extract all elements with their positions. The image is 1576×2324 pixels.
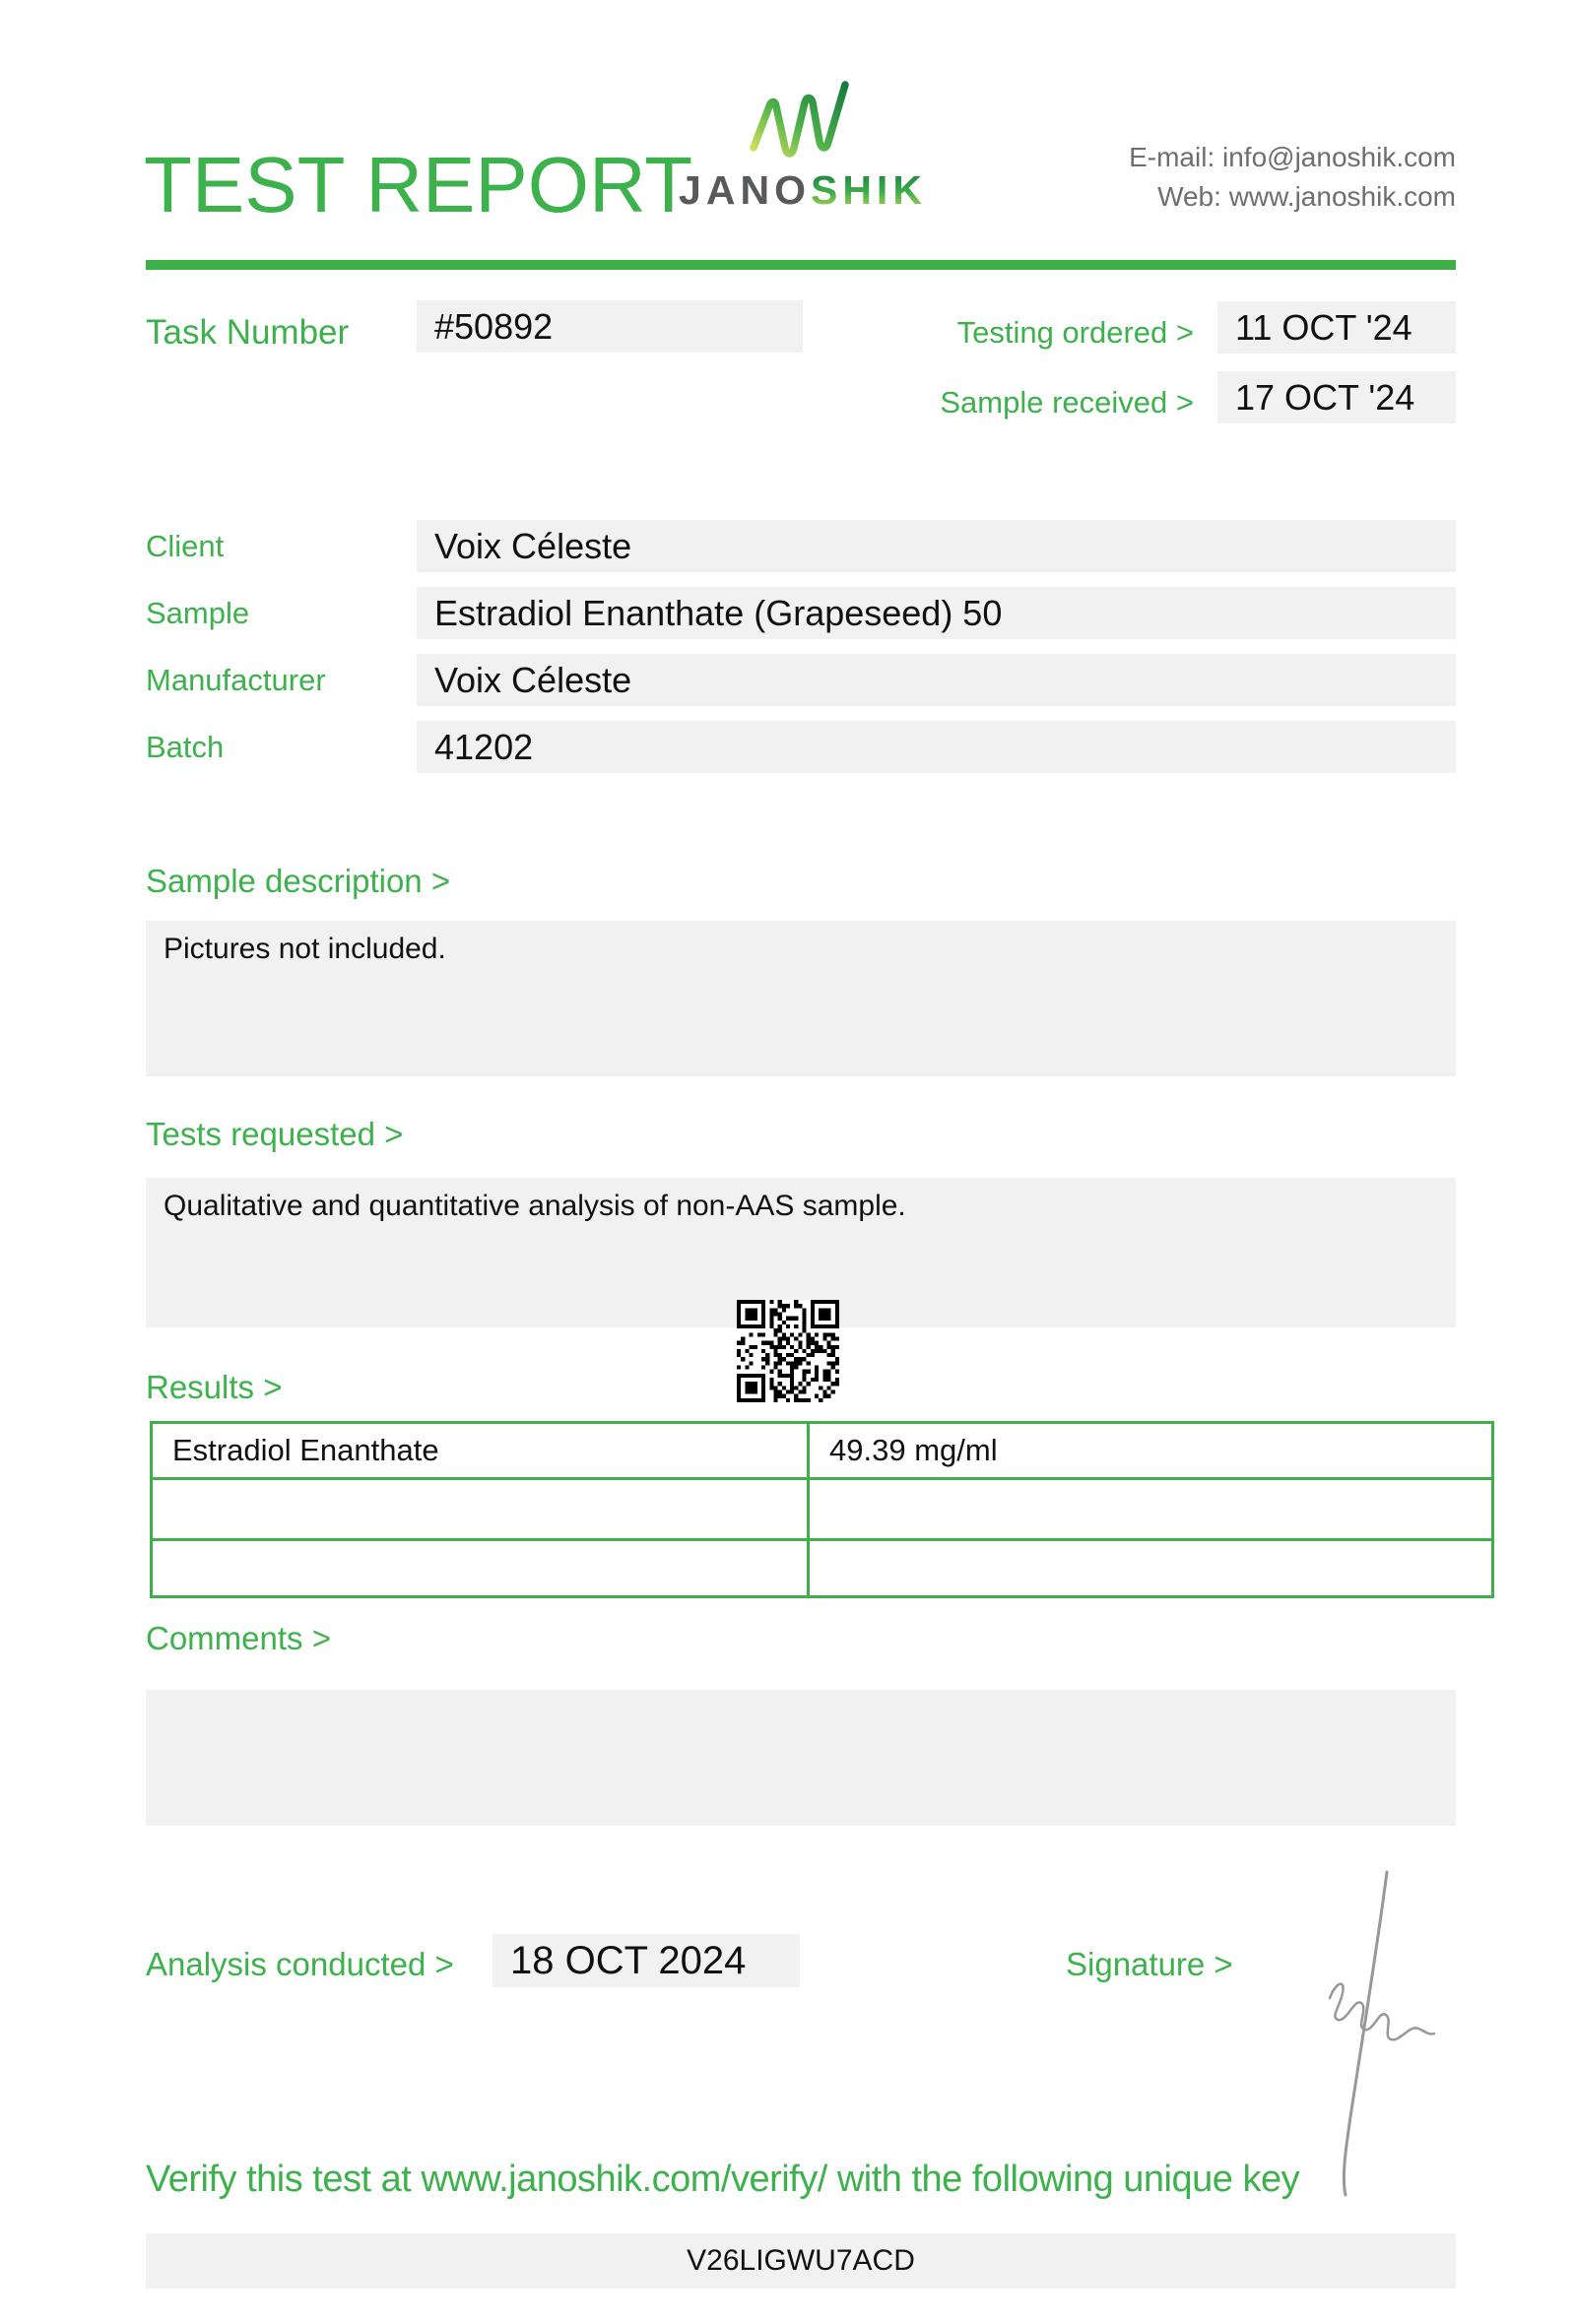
table-row (152, 1479, 1493, 1540)
client-label: Client (146, 529, 225, 563)
email-value: info@janoshik.com (1222, 142, 1456, 172)
sample-label: Sample (146, 596, 250, 630)
janoshik-logo (650, 77, 955, 214)
logo-text-shik: SHIK (810, 167, 927, 213)
batch-label: Batch (146, 730, 225, 764)
tests-requested-box: Qualitative and quantitative analysis of non-AAS sample. (146, 1178, 1456, 1327)
table-row (152, 1540, 1493, 1597)
email-label: E-mail: (1129, 142, 1223, 172)
contact-web-line (1129, 177, 1456, 217)
sample-received-value: 17 OCT '24 (1217, 371, 1456, 423)
testing-ordered-label: Testing ordered > (956, 315, 1194, 350)
contact-block (1129, 138, 1456, 217)
task-number-value: #50892 (417, 300, 803, 353)
qr-code (737, 1300, 839, 1402)
logo-chart-icon (746, 77, 860, 163)
comments-heading: Comments > (146, 1620, 331, 1656)
result-analyte-cell (152, 1540, 809, 1597)
contact-email-line (1129, 138, 1456, 177)
result-value-cell: 49.39 mg/ml (809, 1423, 1493, 1479)
manufacturer-label: Manufacturer (146, 663, 326, 697)
analysis-conducted-label: Analysis conducted > (146, 1946, 454, 1982)
verify-instruction: Verify this test at www.janoshik.com/verify/ with the following unique key (146, 2159, 1300, 2200)
batch-value: 41202 (417, 721, 1456, 773)
signature-image (1296, 1866, 1483, 2201)
web-value: www.janoshik.com (1228, 181, 1456, 212)
comments-box (146, 1690, 1456, 1826)
client-value: Voix Céleste (417, 520, 1456, 572)
sample-value: Estradiol Enanthate (Grapeseed) 50 (417, 587, 1456, 639)
testing-ordered-value: 11 OCT '24 (1217, 301, 1456, 354)
manufacturer-value: Voix Céleste (417, 654, 1456, 706)
signature-label: Signature > (1066, 1946, 1233, 1982)
header-divider (146, 260, 1456, 270)
table-row (152, 1423, 1493, 1479)
result-analyte-cell (152, 1479, 809, 1540)
sample-description-box: Pictures not included. (146, 921, 1456, 1076)
result-value-cell (809, 1479, 1493, 1540)
web-label: Web: (1157, 181, 1229, 212)
tests-requested-heading: Tests requested > (146, 1116, 404, 1152)
logo-wordmark (650, 167, 955, 214)
sample-description-heading: Sample description > (146, 863, 451, 899)
analysis-date-value: 18 OCT 2024 (492, 1934, 800, 1987)
results-heading: Results > (146, 1369, 283, 1405)
result-value-cell (809, 1540, 1493, 1597)
sample-received-label: Sample received > (940, 385, 1194, 420)
task-number-label: Task Number (146, 313, 350, 352)
unique-key-value: V26LIGWU7ACD (146, 2233, 1456, 2289)
results-table (150, 1421, 1494, 1598)
result-analyte-cell: Estradiol Enanthate (152, 1423, 809, 1479)
page-title: TEST REPORT (144, 141, 693, 228)
logo-text-jano: JANO (679, 167, 811, 213)
